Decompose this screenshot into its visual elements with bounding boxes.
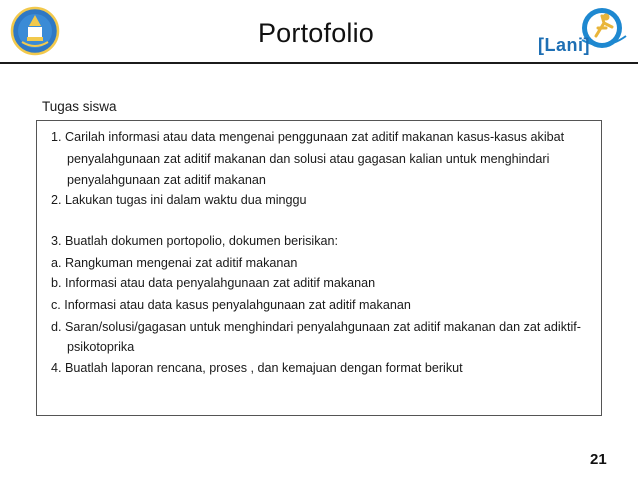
task-line: penyalahgunaan zat aditif makanan — [67, 173, 266, 187]
header-divider — [0, 62, 638, 64]
slide-header — [0, 0, 638, 62]
task-box — [36, 120, 602, 416]
task-line: penyalahgunaan zat aditif makanan dan solusi atau gagasan kalian untuk menghindari — [67, 152, 550, 166]
task-line: a. Rangkuman mengenai zat aditif makanan — [51, 256, 298, 270]
task-line: b. Informasi atau data penyalahgunaan zat aditif makanan — [51, 276, 376, 290]
section-label: Tugas siswa — [42, 99, 117, 114]
slide-title: Portofolio — [257, 18, 375, 48]
lani-logo-text: [Lani] — [538, 35, 591, 55]
task-line: c. Informasi atau data kasus penyalahgunaan zat aditif makanan — [51, 298, 411, 312]
task-line: 1. Carilah informasi atau data mengenai penggunaan zat aditif makanan kasus-kasus akibat — [51, 130, 565, 144]
task-line: 3. Buatlah dokumen portopolio, dokumen berisikan: — [51, 234, 339, 248]
task-line: d. Saran/solusi/gagasan untuk menghindari penyalahgunaan zat aditif makanan dan zat adiktif- — [51, 320, 581, 334]
task-line: psikotoprika — [67, 340, 135, 354]
task-line: 2. Lakukan tugas ini dalam waktu dua minggu — [51, 193, 307, 207]
task-line: 4. Buatlah laporan rencana, proses , dan kemajuan dengan format berikut — [51, 361, 463, 375]
page-number: 21 — [590, 451, 607, 468]
